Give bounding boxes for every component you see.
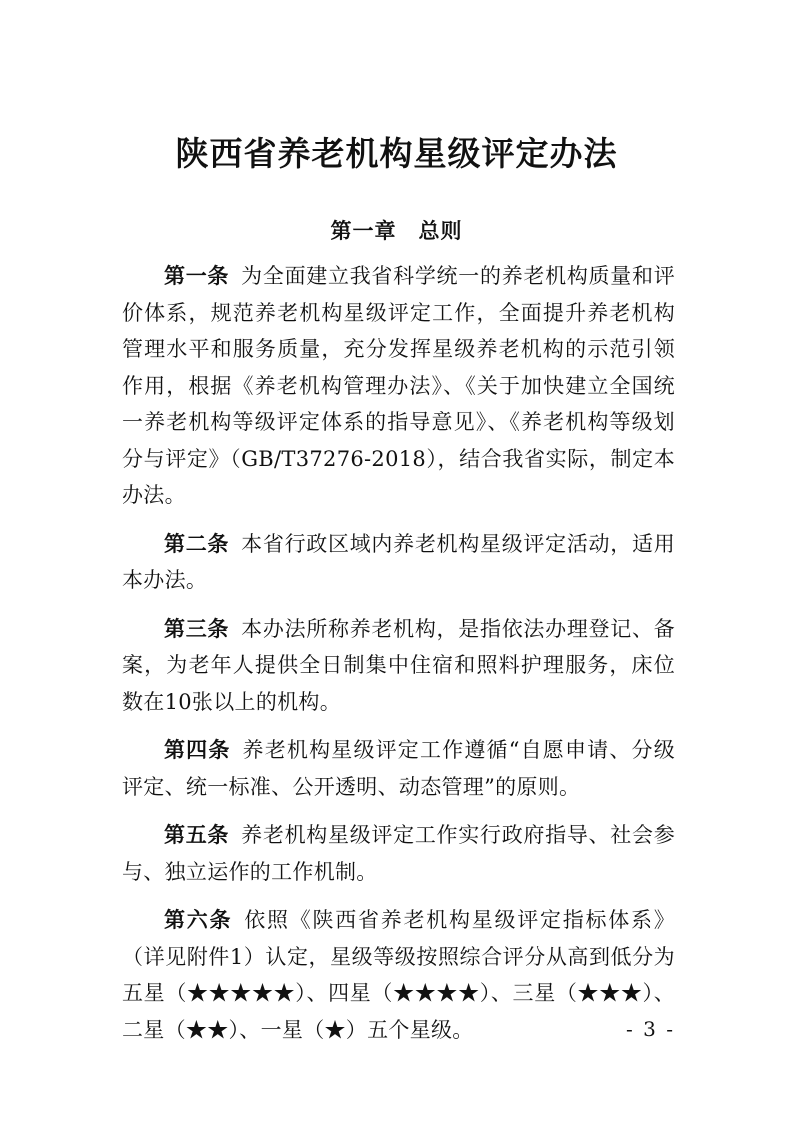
document-title: 陕西省养老机构星级评定办法 bbox=[175, 134, 618, 173]
article-4 bbox=[122, 732, 675, 805]
article-text: 为全面建立我省科学统一的养老机构质量和评价体系，规范养老机构星级评定工作，全面提升养老机构管理水平和服务质量，充分发挥星级养老机构的示范引领作用，根据《养老机构管理办法》、《关于加快建立全国统一养老机构等级评定体系的指导意见》、《养老机构等级划分与评定》（GB/T37276-2018），结合我省实际，制定本办法。 bbox=[122, 264, 675, 507]
page-number: - 3 - bbox=[626, 1017, 675, 1041]
article-text: 依照《陕西省养老机构星级评定指标体系》（详见附件1）认定，星级等级按照综合评分从高到低分为五星（★★★★★）、四星（★★★★）、三星（★★★）、二星（★★）、一星（★）五个星级。 bbox=[122, 908, 675, 1042]
article-heading: 第三条 bbox=[164, 616, 230, 641]
document-body bbox=[122, 258, 675, 1060]
article-3 bbox=[122, 611, 675, 721]
article-1 bbox=[122, 258, 675, 514]
article-heading: 第五条 bbox=[164, 823, 230, 847]
article-heading: 第六条 bbox=[164, 908, 233, 932]
article-text: 本办法所称养老机构，是指依法办理登记、备案，为老年人提供全日制集中住宿和照料护理服务，床位数在10张以上的机构。 bbox=[122, 616, 675, 714]
chapter-heading: 第一章 总则 bbox=[330, 218, 463, 243]
article-text: 本省行政区域内养老机构星级评定活动，适用本办法。 bbox=[122, 531, 675, 592]
article-5 bbox=[122, 817, 675, 890]
article-heading: 第一条 bbox=[164, 264, 230, 288]
article-heading: 第二条 bbox=[164, 531, 230, 556]
article-text: 养老机构星级评定工作实行政府指导、社会参与、独立运作的工作机制。 bbox=[122, 823, 675, 884]
article-text: 养老机构星级评定工作遵循“自愿申请、分级评定、统一标准、公开透明、动态管理”的原则。 bbox=[122, 738, 676, 799]
article-2 bbox=[122, 526, 675, 599]
article-heading: 第四条 bbox=[164, 738, 231, 762]
article-6 bbox=[122, 902, 675, 1048]
